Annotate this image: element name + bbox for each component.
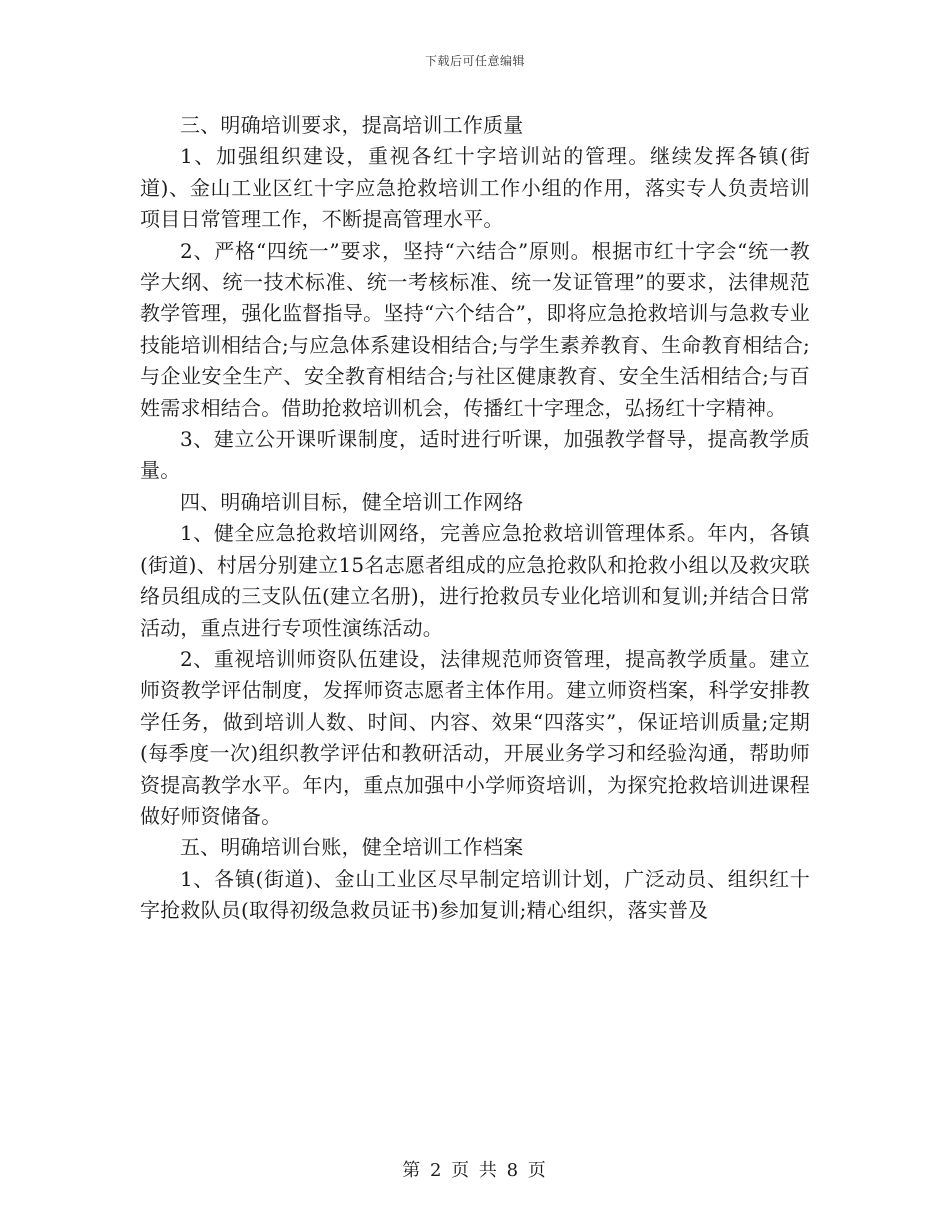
paragraph: 1、各镇(街道)、金山工业区尽早制定培训计划，广泛动员、组织红十字抢救队员(取得初级急救员证书)参加复训;精心组织，落实普及 [140,866,810,923]
section-heading-5: 五、明确培训台账，健全培训工作档案 [180,835,524,860]
paragraph: 1、健全应急抢救培训网络，完善应急抢救培训管理体系。年内，各镇(街道)、村居分别建立15名志愿者组成的应急抢救队和抢救小组以及救灾联络员组成的三支队伍(建立名册)，进行抢救员专业化培训和复训;并结合日常活动，重点进行专项性演练活动。 [140,521,810,640]
page-header-note: 下载后可任意编辑 [424,54,525,68]
page-number-footer: 第 2 页 共 8 页 [402,1160,548,1181]
section-heading-4: 四、明确培训目标，健全培训工作网络 [180,489,524,514]
paragraph: 2、严格“四统一”要求，坚持“六结合”原则。根据市红十字会“统一教学大纲、统一技术标准、统一考核标准、统一发证管理”的要求，法律规范教学管理，强化监督指导。坚持“六个结合”，即将应急抢救培训与急救专业技能培训相结合;与应急体系建设相结合;与学生素养教育、生命教育相结合;与企业安全生产、安全教育相结合;与社区健康教育、安全生活相结合;与百姓需求相结合。借助抢救培训机会，传播红十字理念，弘扬红十字精神。 [140,238,810,420]
section-heading-3: 三、明确培训要求，提高培训工作质量 [180,113,524,137]
document-body [140,110,810,927]
paragraph: 3、建立公开课听课制度，适时进行听课，加强教学督导，提高教学质量。 [140,427,810,483]
paragraph: 1、加强组织建设，重视各红十字培训站的管理。继续发挥各镇(街道)、金山工业区红十字应急抢救培训工作小组的作用，落实专人负责培训项目日常管理工作，不断提高管理水平。 [140,144,810,232]
paragraph: 2、重视培训师资队伍建设，法律规范师资管理，提高教学质量。建立师资教学评估制度，发挥师资志愿者主体作用。建立师资档案，科学安排教学任务，做到培训人数、时间、内容、效果“四落实”，保证培训质量;定期(每季度一次)组织教学评估和教研活动，开展业务学习和经验沟通，帮助师资提高教学水平。年内，重点加强中小学师资培训，为探究抢救培训进课程做好师资储备。 [140,646,810,828]
